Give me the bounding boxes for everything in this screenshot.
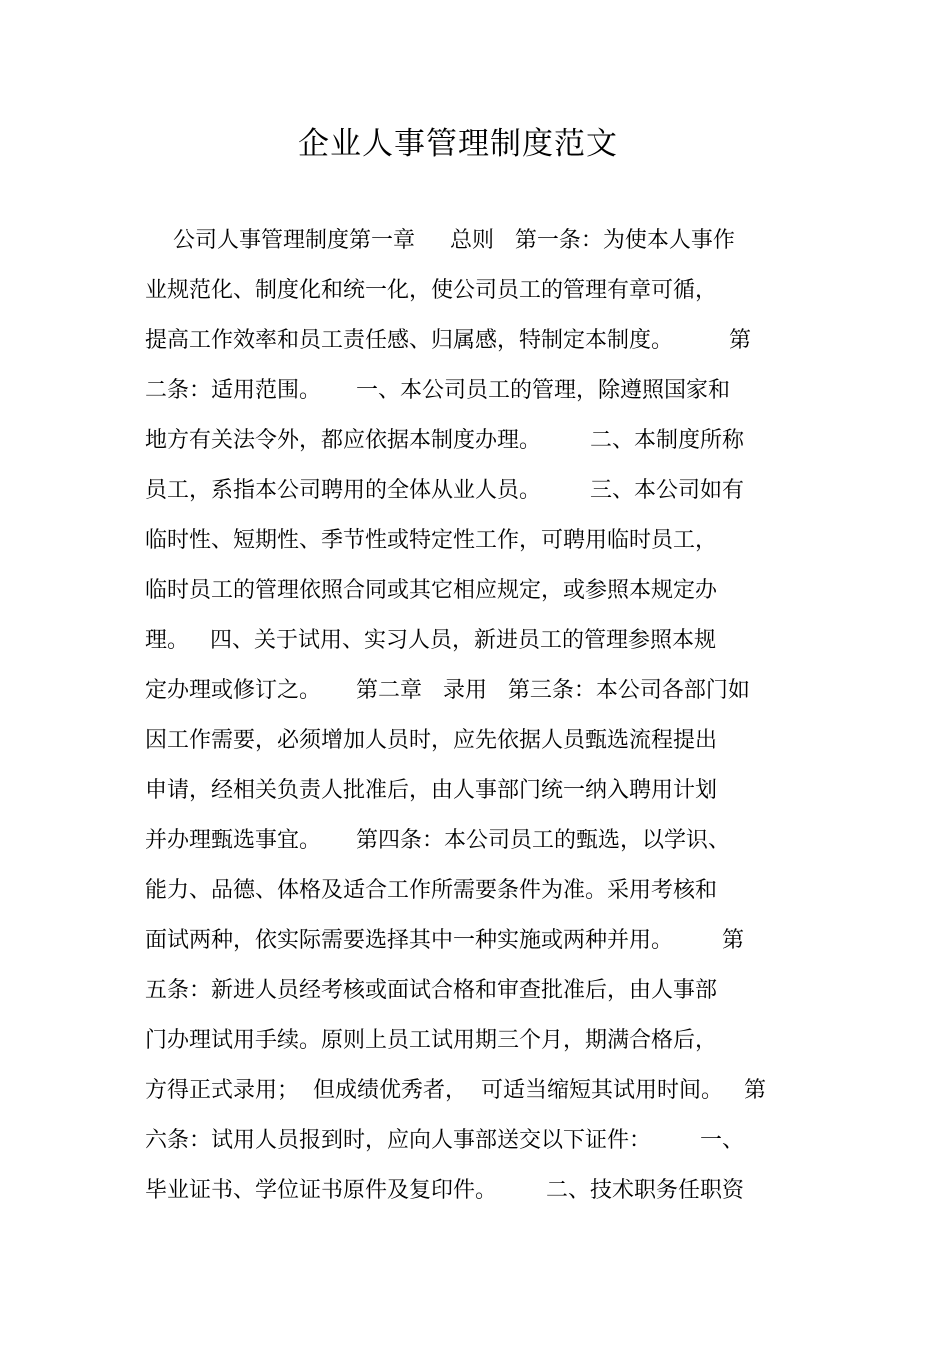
body-line: 毕业证书、学位证书原件及复印件。 二、技术职务任职资 — [145, 1178, 744, 1203]
body-line: 理。 四、关于试用、实习人员，新进员工的管理参照本规 — [145, 628, 716, 653]
body-line: 公司人事管理制度第一章 总则 第一条：为使本人事作 — [145, 228, 735, 253]
body-line: 临时员工的管理依照合同或其它相应规定，或参照本规定办 — [145, 578, 718, 603]
body-line: 并办理甄选事宜。 第四条：本公司员工的甄选，以学识、 — [145, 828, 730, 853]
body-line: 因工作需要，必须增加人员时，应先依据人员甄选流程提出 — [145, 728, 718, 753]
body-line: 申请，经相关负责人批准后，由人事部门统一纳入聘用计划 — [145, 778, 718, 803]
body-line: 能力、品德、体格及适合工作所需要条件为准。采用考核和 — [145, 878, 718, 903]
body-line: 二条：适用范围。 一、本公司员工的管理，除遵照国家和 — [145, 378, 730, 403]
body-line: 临时性、短期性、季节性或特定性工作，可聘用临时员工， — [145, 528, 718, 553]
body-line: 地方有关法令外，都应依据本制度办理。 二、本制度所称 — [145, 428, 744, 453]
body-line: 面试两种，依实际需要选择其中一种实施或两种并用。 第 — [145, 928, 744, 953]
body-line: 员工，系指本公司聘用的全体从业人员。 三、本公司如有 — [145, 478, 744, 503]
body-line: 五条：新进人员经考核或面试合格和审查批准后，由人事部 — [145, 978, 718, 1003]
body-line: 业规范化、制度化和统一化，使公司员工的管理有章可循， — [145, 278, 718, 303]
document-body — [145, 219, 805, 1219]
body-line: 六条：试用人员报到时，应向人事部送交以下证件： 一、 — [145, 1128, 744, 1153]
body-line: 定办理或修订之。 第二章 录用 第三条：本公司各部门如 — [145, 678, 750, 703]
document-title: 企业人事管理制度范文 — [298, 126, 618, 162]
body-line: 方得正式录用； 但成绩优秀者， 可适当缩短其试用时间。 第 — [145, 1078, 766, 1103]
body-line: 门办理试用手续。原则上员工试用期三个月，期满合格后， — [145, 1028, 718, 1053]
body-line: 提高工作效率和员工责任感、归属感，特制定本制度。 第 — [145, 328, 751, 353]
